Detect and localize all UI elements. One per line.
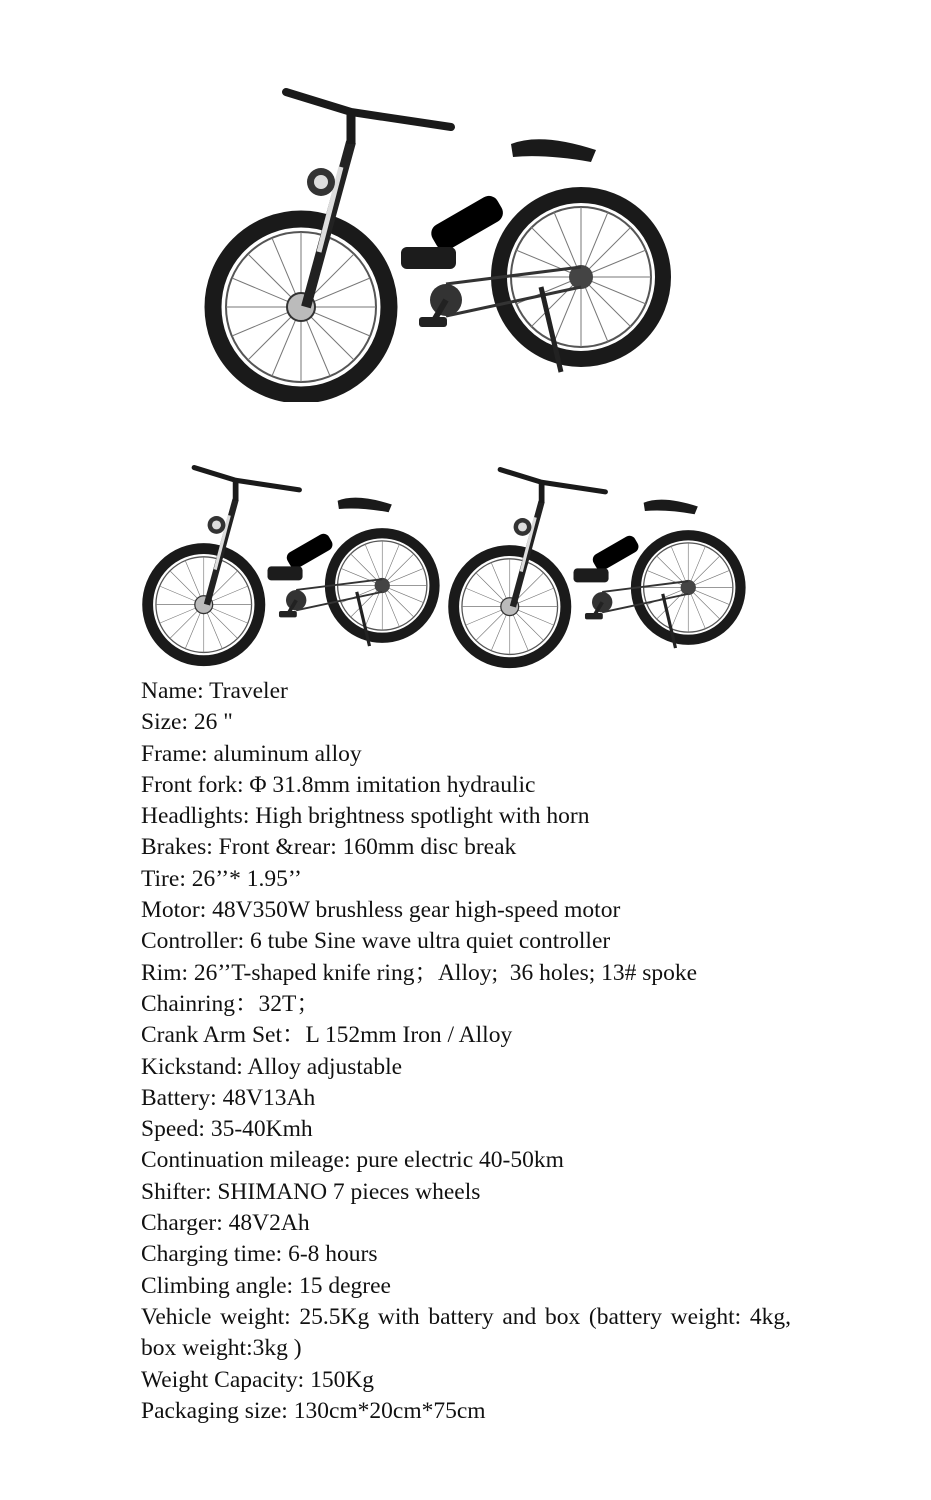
spec-climbing-angle: Climbing angle: 15 degree: [141, 1272, 391, 1299]
spec-continuation-mileage: Continuation mileage: pure electric 40-50km: [141, 1147, 564, 1174]
spec-tire: Tire: 26’’* 1.95’’: [141, 865, 302, 892]
spec-crank-arm-set: Crank Arm Set：L 152mm Iron / Alloy: [141, 1022, 513, 1049]
spec-kickstand: Kickstand: Alloy adjustable: [141, 1053, 403, 1080]
spec-charging-time: Charging time: 6-8 hours: [141, 1241, 378, 1268]
spec-battery: Battery: 48V13Ah: [141, 1084, 316, 1111]
spec-brakes: Brakes: Front &rear: 160mm disc break: [141, 834, 517, 861]
spec-list: [141, 676, 797, 1427]
spec-front-fork: Front fork: Φ 31.8mm imitation hydraulic: [141, 771, 536, 798]
bike-photo-main: [196, 72, 686, 402]
spec-motor: Motor: 48V350W brushless gear high-speed motor: [141, 897, 621, 924]
spec-vehicle-weight: Vehicle weight: 25.5Kg with battery and box (battery weight: 4kg, box weight:3kg ): [141, 1303, 797, 1362]
spec-frame: Frame: aluminum alloy: [141, 740, 362, 767]
spec-charger: Charger: 48V2Ah: [141, 1210, 310, 1237]
spec-speed: Speed: 35-40Kmh: [141, 1116, 313, 1143]
spec-name: Name: Traveler: [141, 678, 288, 704]
bike-photo-blue: [140, 444, 446, 676]
spec-rim: Rim: 26’’T-shaped knife ring；Alloy; 36 holes; 13# spoke: [141, 959, 698, 986]
spec-size: Size: 26 ": [141, 709, 233, 736]
spec-weight-capacity: Weight Capacity: 150Kg: [141, 1366, 375, 1393]
spec-chainring: Chainring：32T；: [141, 990, 320, 1017]
bike-photo-black: [446, 452, 752, 672]
spec-controller: Controller: 6 tube Sine wave ultra quiet controller: [141, 928, 611, 955]
spec-headlights: Headlights: High brightness spotlight with horn: [141, 803, 590, 830]
spec-packaging-size: Packaging size: 130cm*20cm*75cm: [141, 1397, 486, 1424]
spec-shifter: Shifter: SHIMANO 7 pieces wheels: [141, 1178, 481, 1205]
